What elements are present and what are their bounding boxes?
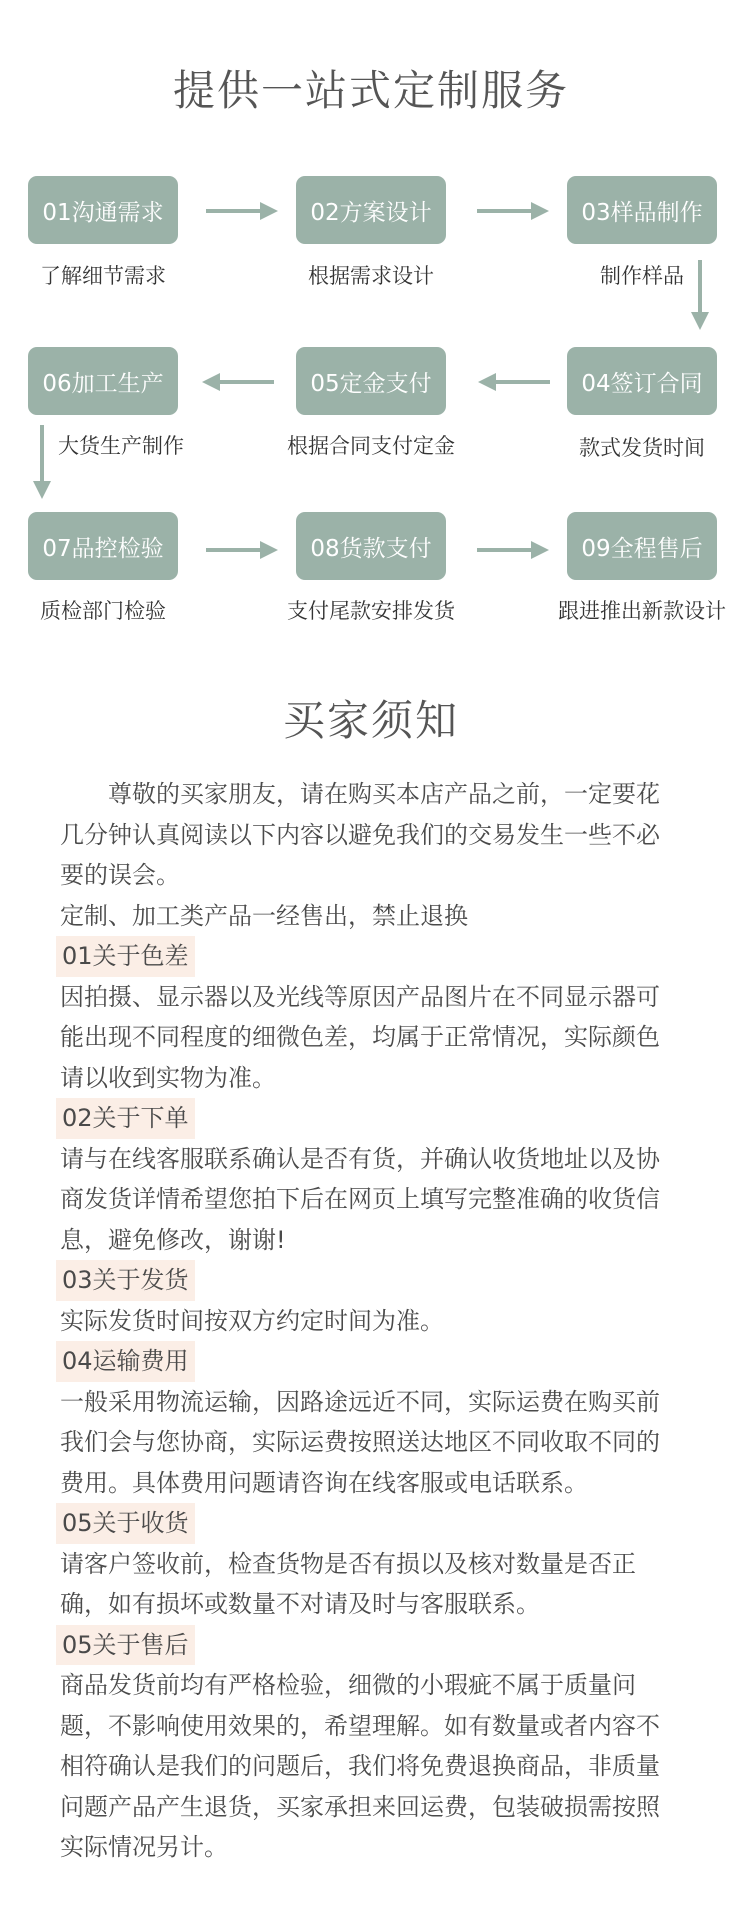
arrow-down-icon	[30, 425, 54, 501]
step-02-desc: 根据需求设计	[308, 264, 434, 288]
arrow-down-icon	[688, 260, 712, 332]
arrow-left-icon	[476, 370, 550, 394]
section-heading: 05关于售后	[56, 1625, 195, 1666]
arrow-left-icon	[200, 370, 274, 394]
section-body: 商品发货前均有严格检验，细微的小瑕疵不属于质量问题，不影响使用效果的，希望理解。如有数量或者内容不相符确认是我们的问题后，我们将免费退换商品，非质量问题产品产生退货，买家承担来回运费，包装破损需按照实际情况另计。	[60, 1671, 660, 1861]
section-heading: 04运输费用	[56, 1341, 195, 1382]
step-07-box: 07品控检验	[28, 512, 178, 580]
step-09-desc: 跟进推出新款设计	[558, 599, 726, 623]
section-heading: 05关于收货	[56, 1503, 195, 1544]
arrow-right-icon	[477, 538, 551, 562]
step-02-box: 02方案设计	[296, 176, 446, 244]
notice-title: 买家须知	[282, 696, 459, 745]
service-title: 提供一站式定制服务	[172, 66, 569, 115]
arrow-right-icon	[206, 199, 280, 223]
notice-intro: 尊敬的买家朋友，请在购买本店产品之前，一定要花几分钟认真阅读以下内容以避免我们的交易发生一些不必要的误会。	[60, 780, 660, 889]
step-06-box: 06加工生产	[28, 347, 178, 415]
section-body: 一般采用物流运输，因路途远近不同，实际运费在购买前我们会与您协商，实际运费按照送达地区不同收取不同的费用。具体费用问题请咨询在线客服或电话联系。	[60, 1387, 660, 1497]
section-heading: 02关于下单	[56, 1098, 195, 1139]
section-body: 请客户签收前，检查货物是否有损以及核对数量是否正确，如有损坏或数量不对请及时与客服联系。	[60, 1549, 636, 1618]
section-heading: 03关于发货	[56, 1260, 195, 1301]
step-03-desc: 制作样品	[600, 264, 684, 288]
step-04-desc: 款式发货时间	[579, 436, 705, 460]
arrow-right-icon	[477, 199, 551, 223]
step-05-desc: 根据合同支付定金	[287, 434, 455, 458]
section-heading: 01关于色差	[56, 936, 195, 977]
arrow-right-icon	[206, 538, 280, 562]
step-09-box: 09全程售后	[567, 512, 717, 580]
step-03-box: 03样品制作	[567, 176, 717, 244]
step-07-desc: 质检部门检验	[40, 599, 166, 623]
step-06-desc: 大货生产制作	[58, 434, 184, 458]
step-01-desc: 了解细节需求	[40, 264, 166, 288]
section-body: 实际发货时间按双方约定时间为准。	[60, 1306, 444, 1335]
step-05-box: 05定金支付	[296, 347, 446, 415]
section-body: 因拍摄、显示器以及光线等原因产品图片在不同显示器可能出现不同程度的细微色差，均属于正常情况，实际颜色请以收到实物为准。	[60, 982, 660, 1092]
section-body: 请与在线客服联系确认是否有货，并确认收货地址以及协商发货详情希望您拍下后在网页上填写完整准确的收货信息，避免修改，谢谢!	[60, 1144, 660, 1254]
notice-rule: 定制、加工类产品一经售出，禁止退换	[60, 901, 468, 930]
step-08-box: 08货款支付	[296, 512, 446, 580]
step-04-box: 04签订合同	[567, 347, 717, 415]
step-08-desc: 支付尾款安排发货	[287, 599, 455, 623]
notice-body	[60, 774, 660, 1868]
step-01-box: 01沟通需求	[28, 176, 178, 244]
